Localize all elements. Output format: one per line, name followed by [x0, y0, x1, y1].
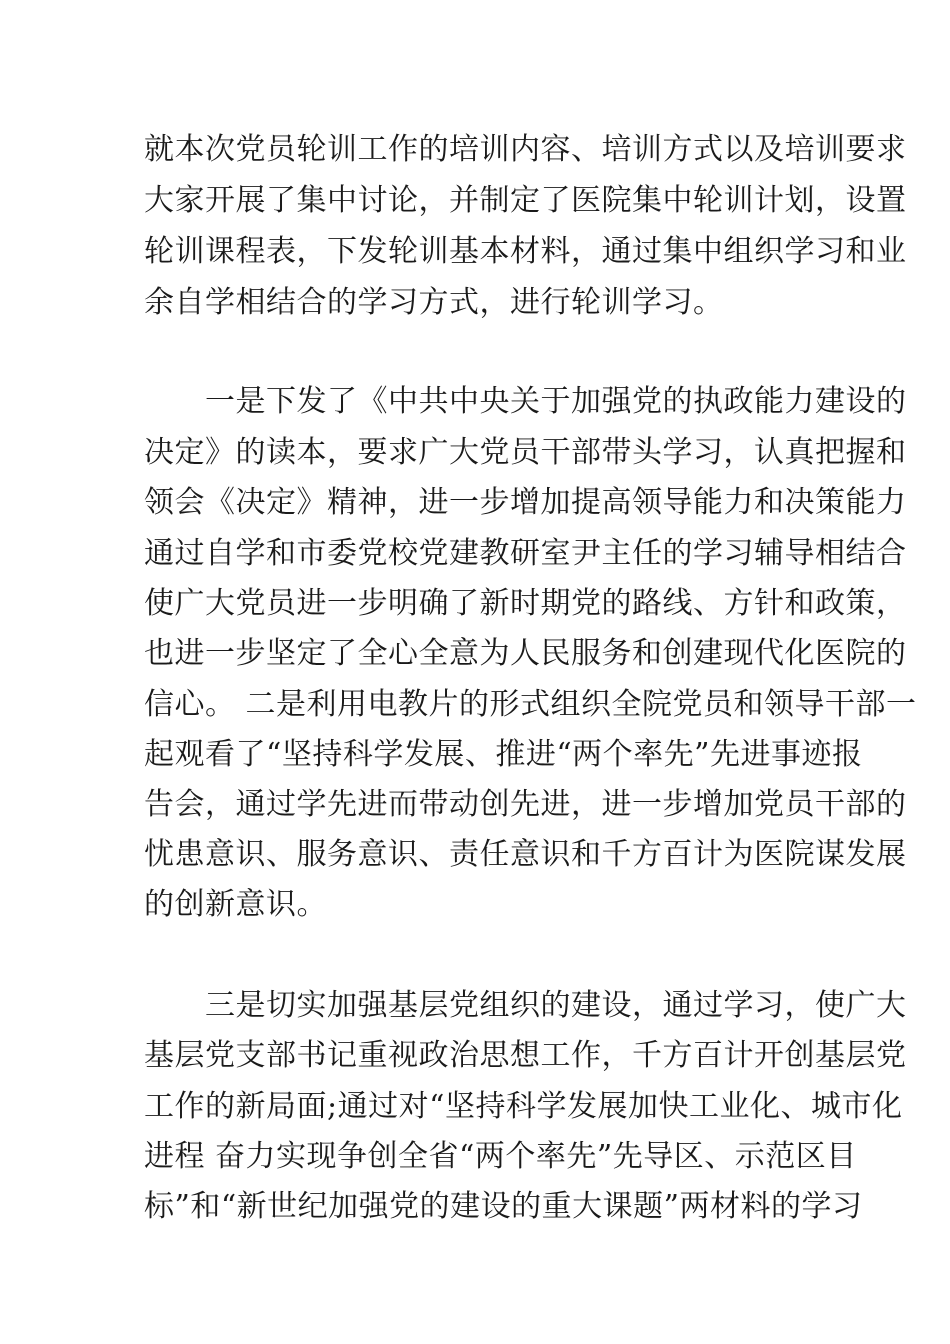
text-line: 三是切实加强基层党组织的建设，通过学习，使广大: [144, 988, 907, 1023]
text-line: 告会，通过学先进而带动创先进，进一步增加党员干部的: [144, 787, 907, 822]
text-line: 轮训课程表，下发轮训基本材料，通过集中组织学习和业: [144, 234, 907, 269]
text-line: 使广大党员进一步明确了新时期党的路线、方针和政策，: [144, 586, 907, 621]
text-line: 领会《决定》精神，进一步增加提高领导能力和决策能力: [144, 485, 907, 520]
text-line: 也进一步坚定了全心全意为人民服务和创建现代化医院的: [144, 636, 907, 671]
text-line: 信心。 二是利用电教片的形式组织全院党员和领导干部一: [144, 687, 917, 722]
text-line: 大家开展了集中讨论，并制定了医院集中轮训计划，设置: [144, 183, 907, 218]
text-line: 标”和“新世纪加强党的建设的重大课题”两材料的学习: [144, 1189, 863, 1224]
text-line: 工作的新局面;通过对“坚持科学发展加快工业化、城市化: [144, 1089, 903, 1124]
text-line: 的创新意识。: [144, 887, 327, 922]
text-line: 一是下发了《中共中央关于加强党的执政能力建设的: [144, 384, 907, 419]
text-line: 基层党支部书记重视政治思想工作，千方百计开创基层党: [144, 1038, 907, 1073]
text-line: 余自学相结合的学习方式，进行轮训学习。: [144, 285, 724, 320]
text-line: 通过自学和市委党校党建教研室尹主任的学习辅导相结合: [144, 536, 907, 571]
text-line: 进程 奋力实现争创全省“两个率先”先导区、示范区目: [144, 1139, 857, 1174]
text-line: 决定》的读本，要求广大党员干部带头学习，认真把握和: [144, 435, 907, 470]
text-line: 就本次党员轮训工作的培训内容、培训方式以及培训要求: [144, 132, 907, 167]
text-line: 起观看了“坚持科学发展、推进“两个率先”先进事迹报: [144, 737, 863, 772]
text-line: 忧患意识、服务意识、责任意识和千方百计为医院谋发展: [144, 837, 907, 872]
